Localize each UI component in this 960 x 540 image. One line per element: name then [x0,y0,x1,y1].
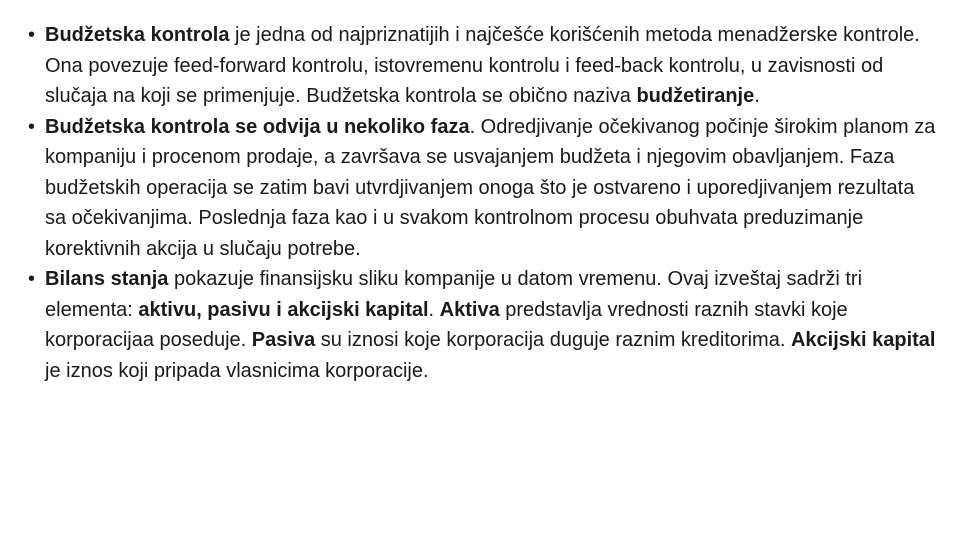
bullet-item [28,20,938,112]
bullet-text-bold: Aktiva [439,298,500,321]
bullet-text-bold: budžetiranje [636,85,755,107]
bullet-text: predstavlja vrednosti raznih stavki koje korporacijaa poseduje. [45,298,848,351]
bullet-text: . Odredjivanje očekivanog počinje širokim planom za kompaniju i procenom prodaje, a završava se usvajanjem budžeta i njegovim obavljanjem. Faza budžetskih operacija se zatim bavi utvrdjivanjem onoga što je ostvareno i uporedjivanjem rezultata sa očekivanjima. Poslednja faza kao i u svakom kontrolnom procesu obuhvata preduzimanje korektivnih akcija u slučaju potrebe. [45,115,936,260]
bullet-text-bold: aktivu, pasivu i akcijski kapital [138,298,429,321]
bullet-text: je jedna od najpriznatijih i najčešće korišćenih metoda menadžerske kontrole. Ona povezuje feed-forward kontrolu, istovremenu kontrolu i feed-back kontrolu, u zavisnosti od slučaja na koji se primenjuje. Budžetska kontrola se obično naziva [45,24,920,107]
bullet-text-bold: Pasiva [251,329,316,351]
bullet-icon: • [28,268,36,290]
bullet-text-bold: Bilans stanja [45,268,169,290]
bullet-text: su iznosi koje korporacija duguje raznim kreditorima. [315,329,791,351]
bullet-text: pokazuje finansijsku sliku kompanije u datom vremenu. Ovaj izveštaj sadrži tri elementa: [45,268,863,321]
bullet-icon: • [28,115,36,138]
bullet-text: . [428,298,440,321]
bullet-item [28,112,938,265]
bullet-icon: • [28,24,36,46]
bullet-text: je iznos koji pripada vlasnicima korporacije. [45,359,429,382]
bullet-item [28,264,938,386]
bullet-text-bold: Budžetska kontrola [45,24,230,46]
bullet-text-bold: Akcijski kapital [790,329,936,351]
bullet-text-bold: Budžetska kontrola se odvija u nekoliko faza [45,115,470,138]
bullet-text: . [754,85,760,107]
bullet-list [28,20,938,386]
